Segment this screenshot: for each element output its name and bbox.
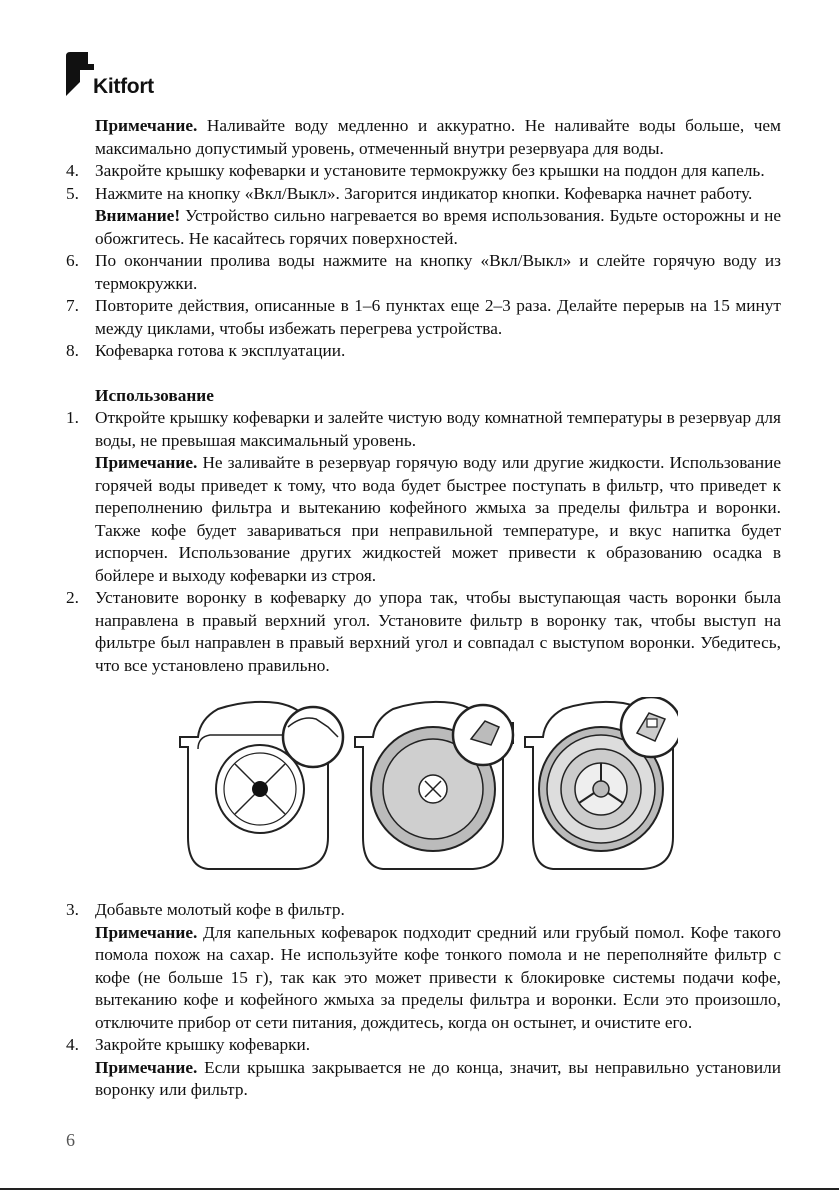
list-text: По окончании пролива воды нажмите на кнопку «Вкл/Выкл» и слейте горячую воду из термокружки. bbox=[95, 251, 781, 293]
section-gap bbox=[66, 363, 781, 385]
note-label: Примечание. bbox=[95, 1057, 198, 1077]
page-number: 6 bbox=[66, 1130, 75, 1150]
list-text: Закройте крышку кофеварки. bbox=[95, 1035, 311, 1054]
usage-note bbox=[66, 922, 781, 1035]
list-number: 2. bbox=[66, 588, 79, 607]
list-text: Добавьте молотый кофе в фильтр. bbox=[95, 900, 345, 919]
list-text: Нажмите на кнопку «Вкл/Выкл». Загорится индикатор кнопки. Кофеварка начнет работу. bbox=[95, 183, 753, 203]
page-content bbox=[66, 115, 781, 1102]
list-item bbox=[66, 407, 781, 452]
list-text: Закройте крышку кофеварки и установите термокружку без крышки на поддон для капель. bbox=[95, 161, 765, 180]
list-item bbox=[66, 295, 781, 340]
usage-heading: Использование bbox=[95, 385, 214, 405]
note-label: Примечание. bbox=[95, 453, 198, 472]
empty-reservoir-icon bbox=[180, 702, 343, 869]
list-number: 5. bbox=[66, 183, 79, 203]
note-text: Для капельных кофеварок подходит средний или грубый помол. Кофе такого помола похож на сахар. Не используйте кофе тонкого помола и не переполняйте фильтр с кофе (не больше 15 г), так как это может привести к блокировке системы подачи кофе, вытеканию кофе и кофейного жмыха за пределы фильтра и воронки. Если это произошло, отключите прибор от сети питания, дождитесь, когда он остынет, и очистите его. bbox=[95, 922, 781, 1032]
warning-note bbox=[66, 205, 781, 250]
warning-text: Устройство сильно нагревается во время использования. Будьте осторожны и не обожгитесь. Не касайтесь горячих поверхностей. bbox=[95, 206, 781, 248]
list-item bbox=[66, 340, 781, 363]
usage-note bbox=[66, 452, 781, 587]
list-number: 4. bbox=[66, 161, 79, 180]
list-item bbox=[66, 1034, 781, 1057]
list-item bbox=[66, 250, 781, 295]
note-label: Примечание. bbox=[95, 922, 198, 942]
list-number: 6. bbox=[66, 251, 79, 270]
setup-note bbox=[66, 115, 781, 160]
note-text: Не заливайте в резервуар горячую воду или другие жидкости. Использование горячей воды приведет к тому, что вода будет быстрее поступать в фильтр, что приведет к переполнению фильтра и вытеканию кофейного жмыха за пределы фильтра и воронки. Также кофе будет завариваться при неправильной температуре, и вкус напитка будет испорчен. Использование других жидкостей может привести к образованию осадка в бойлере и выходу кофеварки из строя. bbox=[95, 453, 781, 585]
brand-logo bbox=[66, 52, 186, 100]
note-text: Наливайте воду медленно и аккуратно. Не наливайте воды больше, чем максимально допустимый уровень, отмеченный внутри резервуара для воды. bbox=[95, 116, 781, 158]
list-number: 1. bbox=[66, 408, 79, 427]
list-number: 7. bbox=[66, 296, 79, 315]
list-item bbox=[66, 160, 781, 183]
list-text: Установите воронку в кофеварку до упора так, чтобы выступающая часть воронки была направлена в правый верхний угол. Установите фильтр в воронку так, чтобы выступ на фильтре был направлен в правый верхний угол и совпадал с выступом воронки. Убедитесь, что все установлено правильно. bbox=[95, 588, 781, 675]
funnel-installed-icon bbox=[355, 702, 513, 869]
list-text: Кофеварка готова к эксплуатации. bbox=[95, 341, 346, 360]
list-item bbox=[66, 899, 781, 922]
brand-name: Kitfort bbox=[93, 75, 154, 98]
list-number: 4. bbox=[66, 1035, 79, 1054]
note-text: Если крышка закрывается не до конца, значит, вы неправильно установили воронку или фильтр. bbox=[95, 1057, 781, 1099]
installation-illustration bbox=[66, 697, 781, 889]
note-label: Примечание. bbox=[95, 116, 198, 135]
list-text: Повторите действия, описанные в 1–6 пунктах еще 2–3 раза. Делайте перерыв на 15 минут между циклами, чтобы избежать перегрева устройства. bbox=[95, 296, 781, 338]
coffee-maker-diagram bbox=[178, 697, 678, 889]
filter-installed-icon bbox=[525, 697, 678, 869]
usage-note bbox=[66, 1057, 781, 1102]
warning-label: Внимание! bbox=[95, 206, 181, 225]
section-heading bbox=[66, 385, 781, 408]
kitfort-logo-icon bbox=[66, 52, 94, 96]
list-text: Откройте крышку кофеварки и залейте чистую воду комнатной температуры в резервуар для воды, не превышая максимальный уровень. bbox=[95, 408, 781, 450]
list-item bbox=[66, 183, 781, 206]
list-number: 3. bbox=[66, 900, 79, 919]
bottom-rule bbox=[0, 1188, 839, 1190]
list-number: 8. bbox=[66, 341, 79, 360]
list-item bbox=[66, 587, 781, 677]
